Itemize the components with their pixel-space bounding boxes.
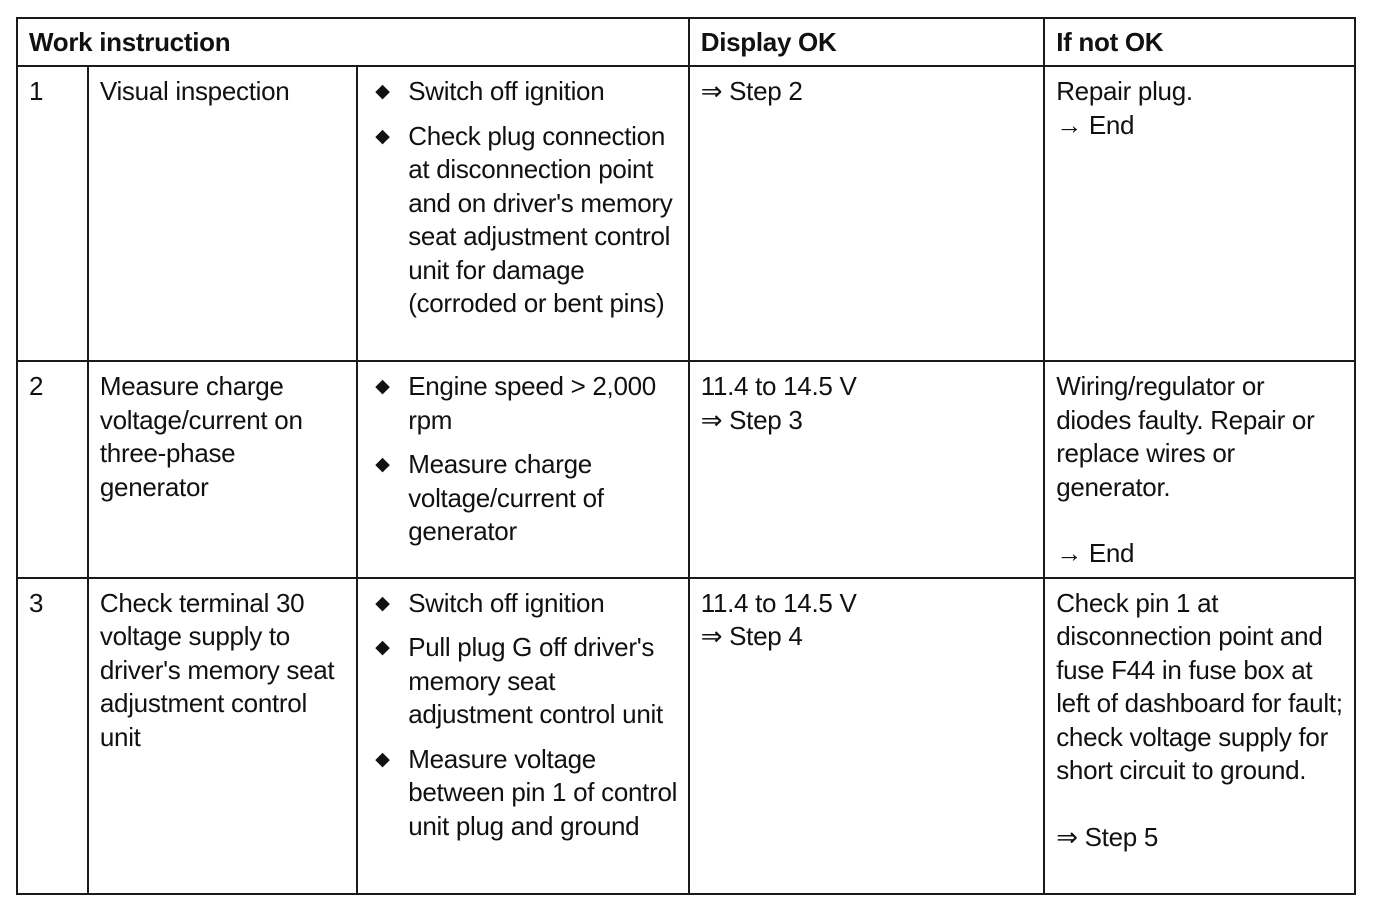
table-row [17,66,1355,361]
ok-next-step: ⇒ Step 2 [700,76,803,107]
table-row [17,578,1355,894]
display-ok-cell [689,66,1044,361]
diamond-bullet-icon: ◆ [375,454,390,476]
if-not-ok-cell [1044,578,1355,894]
display-ok-cell [689,578,1044,894]
step-number: 3 [17,578,88,894]
work-instruction-table [16,17,1356,895]
step-task: Check terminal 30 voltage supply to driver's memory seat adjustment control unit [88,578,357,894]
if-not-ok-cell [1044,361,1355,578]
action-item: ◆ Switch off ignition [369,587,678,621]
diamond-bullet-icon: ◆ [375,748,390,770]
ok-next-step: ⇒ Step 4 [700,621,803,652]
step-task: Visual inspection [88,66,357,361]
diamond-bullet-icon: ◆ [375,637,390,659]
diamond-bullet-icon: ◆ [375,592,390,614]
table-row [17,361,1355,578]
header-row [17,18,1355,66]
not-ok-next-step: → End [1056,109,1135,140]
not-ok-next-step: ⇒ Step 5 [1056,821,1158,852]
action-item: ◆ Switch off ignition [369,75,678,109]
not-ok-next-step: → End [1056,538,1135,569]
action-item: ◆ Engine speed > 2,000 rpm [375,371,656,435]
if-not-ok-cell [1044,66,1355,361]
step-actions [357,361,689,578]
not-ok-text: Wiring/regulator or diodes faulty. Repair or replace wires or generator. [1056,371,1315,502]
action-item: ◆ Measure charge voltage/current of generator [375,449,604,547]
ok-next-step: ⇒ Step 3 [700,404,803,435]
step-task: Measure charge voltage/current on three-phase generator [88,361,357,578]
action-item: ◆ Check plug connection at disconnection point and on driver's memory seat adjustment control unit for damage (corroded or bent pins) [375,120,673,319]
action-item: ◆ Measure voltage between pin 1 of control unit plug and ground [375,743,678,841]
not-ok-text: Repair plug. [1056,76,1193,107]
not-ok-text: Check pin 1 at disconnection point and fuse F44 in fuse box at left of dashboard for fault; check voltage supply for short circuit to ground. [1056,587,1343,786]
diamond-bullet-icon: ◆ [375,81,390,103]
ok-value: 11.4 to 14.5 V [700,587,857,618]
header-if-not-ok: If not OK [1044,18,1355,66]
step-number: 1 [17,66,88,361]
action-item: ◆ Pull plug G off driver's memory seat adjustment control unit [375,632,663,730]
header-display-ok: Display OK [689,18,1044,66]
diamond-bullet-icon: ◆ [375,376,390,398]
ok-value: 11.4 to 14.5 V [700,371,857,402]
step-actions [357,66,689,361]
display-ok-cell [689,361,1044,578]
header-work-instruction: Work instruction [17,18,689,66]
step-actions [357,578,689,894]
diamond-bullet-icon: ◆ [375,125,390,147]
step-number: 2 [17,361,88,578]
